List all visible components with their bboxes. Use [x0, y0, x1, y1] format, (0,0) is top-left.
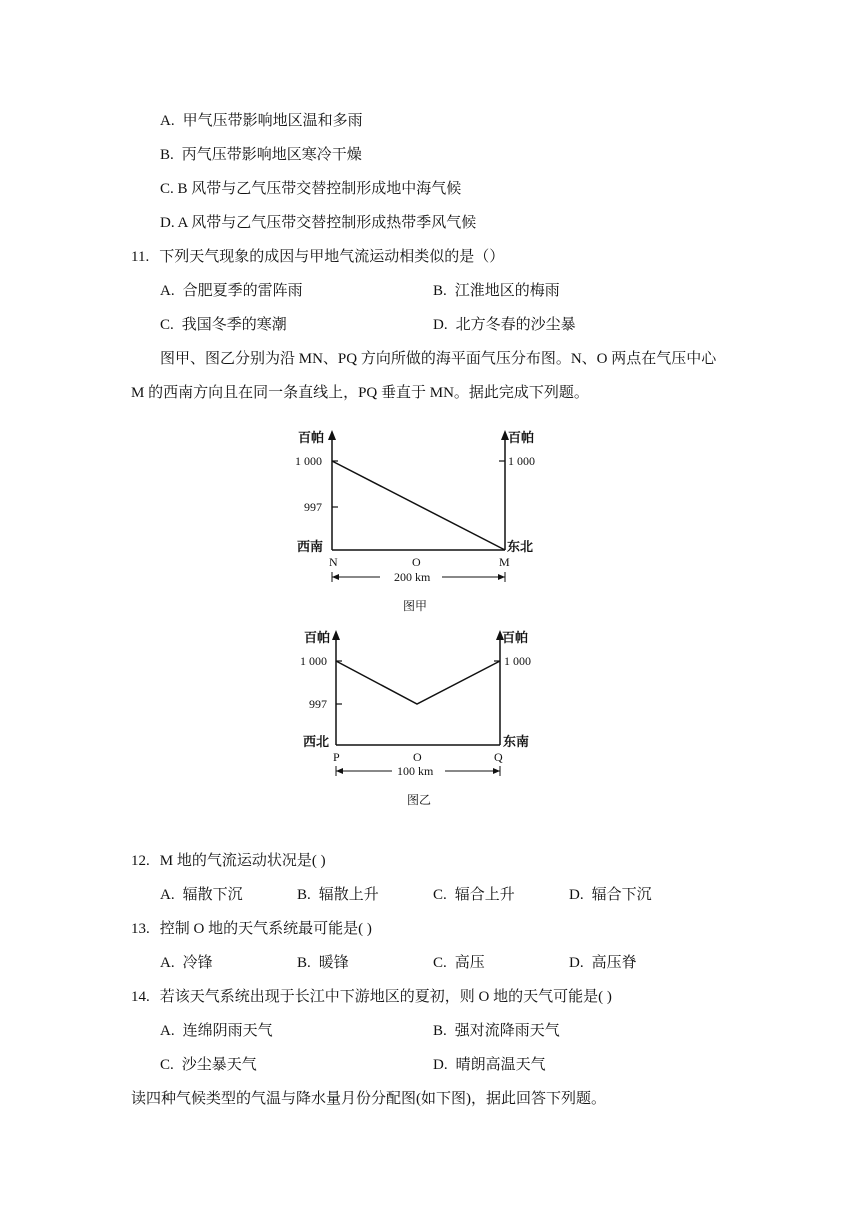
tick-label-1000-left: 1 000 [300, 654, 327, 668]
option-text: 甲气压带影响地区温和多雨 [182, 113, 363, 129]
option-text: 辐散上升 [318, 887, 379, 903]
option-letter: B. [297, 887, 311, 903]
intro-line-1: 图甲、图乙分别为沿 MN、PQ 方向所做的海平面气压分布图。N、O 两点在气压中心 [160, 351, 717, 367]
tick-label-1000-right: 1 000 [508, 454, 535, 468]
point-n: N [329, 555, 338, 569]
left-axis-arrow [332, 630, 340, 640]
option-text: 我国冬季的寒潮 [181, 317, 287, 333]
q13-option-d[interactable] [569, 953, 637, 973]
q10-option-a[interactable] [160, 111, 363, 131]
option-letter: A. [160, 887, 175, 903]
option-letter: A. [160, 1023, 175, 1039]
direction-left: 西南 [297, 539, 324, 554]
point-m: M [499, 555, 510, 569]
option-text: 江淮地区的梅雨 [454, 283, 560, 299]
point-p: P [333, 750, 340, 764]
option-text: 暖锋 [318, 955, 349, 971]
left-axis-arrow [328, 430, 336, 440]
unit-right: 百帕 [508, 430, 535, 445]
q11-option-a[interactable] [160, 281, 303, 301]
point-o: O [412, 555, 421, 569]
q13-stem [131, 919, 372, 939]
q11-option-b[interactable] [433, 281, 560, 301]
q12-option-a[interactable] [160, 885, 243, 905]
option-letter: D. [433, 1057, 448, 1073]
q14-option-c[interactable] [160, 1055, 257, 1075]
figure-jia [280, 420, 560, 620]
q11-option-c[interactable] [160, 315, 287, 335]
q10-option-c[interactable] [160, 179, 461, 199]
option-text: 高压脊 [591, 955, 637, 971]
option-text: 北方冬春的沙尘暴 [455, 317, 576, 333]
q12-option-c[interactable] [433, 885, 515, 905]
q14-option-b[interactable] [433, 1021, 560, 1041]
point-q: Q [494, 750, 503, 764]
option-text: B 风带与乙气压带交替控制形成地中海气候 [177, 181, 462, 197]
q10-option-b[interactable] [160, 145, 362, 165]
option-text: A 风带与乙气压带交替控制形成热带季风气候 [177, 215, 477, 231]
option-letter: A. [160, 283, 175, 299]
option-text: 冷锋 [182, 955, 213, 971]
q14-stem [131, 987, 612, 1007]
tick-label-1000-right: 1 000 [504, 654, 531, 668]
option-letter: A. [160, 113, 175, 129]
unit-right: 百帕 [502, 630, 529, 645]
option-text: 连绵阴雨天气 [182, 1023, 273, 1039]
option-letter: D. [569, 887, 584, 903]
q11-option-d[interactable] [433, 315, 576, 335]
option-text: 晴朗高温天气 [455, 1057, 546, 1073]
tick-label-1000-left: 1 000 [295, 454, 322, 468]
option-text: 辐合下沉 [591, 887, 652, 903]
option-letter: B. [297, 955, 311, 971]
option-letter: B. [160, 147, 174, 163]
option-letter: C. [433, 887, 447, 903]
intro-line-2: M 的西南方向且在同一条直线上，PQ 垂直于 MN。据此完成下列题。 [131, 385, 589, 401]
question-number: 13. [131, 921, 150, 937]
q13-option-b[interactable] [297, 953, 349, 973]
pressure-line [332, 461, 505, 550]
figure-yi [280, 620, 560, 820]
distance-label: 100 km [397, 764, 434, 778]
option-text: 高压 [454, 955, 485, 971]
option-text: 丙气压带影响地区寒冷干燥 [181, 147, 362, 163]
q14-option-a[interactable] [160, 1021, 273, 1041]
option-letter: D. [160, 215, 175, 231]
option-letter: B. [433, 1023, 447, 1039]
unit-left: 百帕 [304, 630, 331, 645]
distance-label: 200 km [394, 570, 431, 584]
question-stem: 若该天气系统出现于长江中下游地区的夏初，则 O 地的天气可能是( ) [159, 989, 612, 1005]
option-letter: D. [433, 317, 448, 333]
q12-option-b[interactable] [297, 885, 379, 905]
direction-right: 东北 [507, 539, 534, 554]
q11-stem [131, 247, 504, 267]
unit-left: 百帕 [298, 430, 325, 445]
figure-caption: 图甲 [403, 599, 428, 613]
question-number: 14. [131, 989, 150, 1005]
q10-option-d[interactable] [160, 213, 476, 233]
option-text: 强对流降雨天气 [454, 1023, 560, 1039]
option-text: 辐合上升 [454, 887, 515, 903]
q13-option-c[interactable] [433, 953, 485, 973]
question-stem: M 地的气流运动状况是( ) [159, 853, 326, 869]
question-number: 11. [131, 249, 150, 265]
option-letter: B. [433, 283, 447, 299]
option-letter: C. [160, 1057, 174, 1073]
direction-left: 西北 [303, 734, 330, 749]
question-stem: 下列天气现象的成因与甲地气流运动相类似的是（） [159, 249, 505, 265]
direction-right: 东南 [503, 734, 530, 749]
outro-text: 读四种气候类型的气温与降水量月份分配图(如下图)，据此回答下列题。 [131, 1091, 606, 1107]
option-letter: C. [160, 181, 174, 197]
pressure-line [336, 661, 500, 704]
option-text: 合肥夏季的雷阵雨 [182, 283, 303, 299]
option-letter: C. [433, 955, 447, 971]
q13-option-a[interactable] [160, 953, 213, 973]
q12-option-d[interactable] [569, 885, 652, 905]
option-letter: C. [160, 317, 174, 333]
option-text: 沙尘暴天气 [181, 1057, 257, 1073]
option-letter: A. [160, 955, 175, 971]
question-number: 12. [131, 853, 150, 869]
question-stem: 控制 O 地的天气系统最可能是( ) [159, 921, 372, 937]
tick-label-997: 997 [304, 500, 322, 514]
option-text: 辐散下沉 [182, 887, 243, 903]
figure-caption: 图乙 [407, 793, 432, 807]
option-letter: D. [569, 955, 584, 971]
q14-option-d[interactable] [433, 1055, 546, 1075]
q12-stem [131, 851, 326, 871]
tick-label-997: 997 [309, 697, 327, 711]
point-o: O [413, 750, 422, 764]
